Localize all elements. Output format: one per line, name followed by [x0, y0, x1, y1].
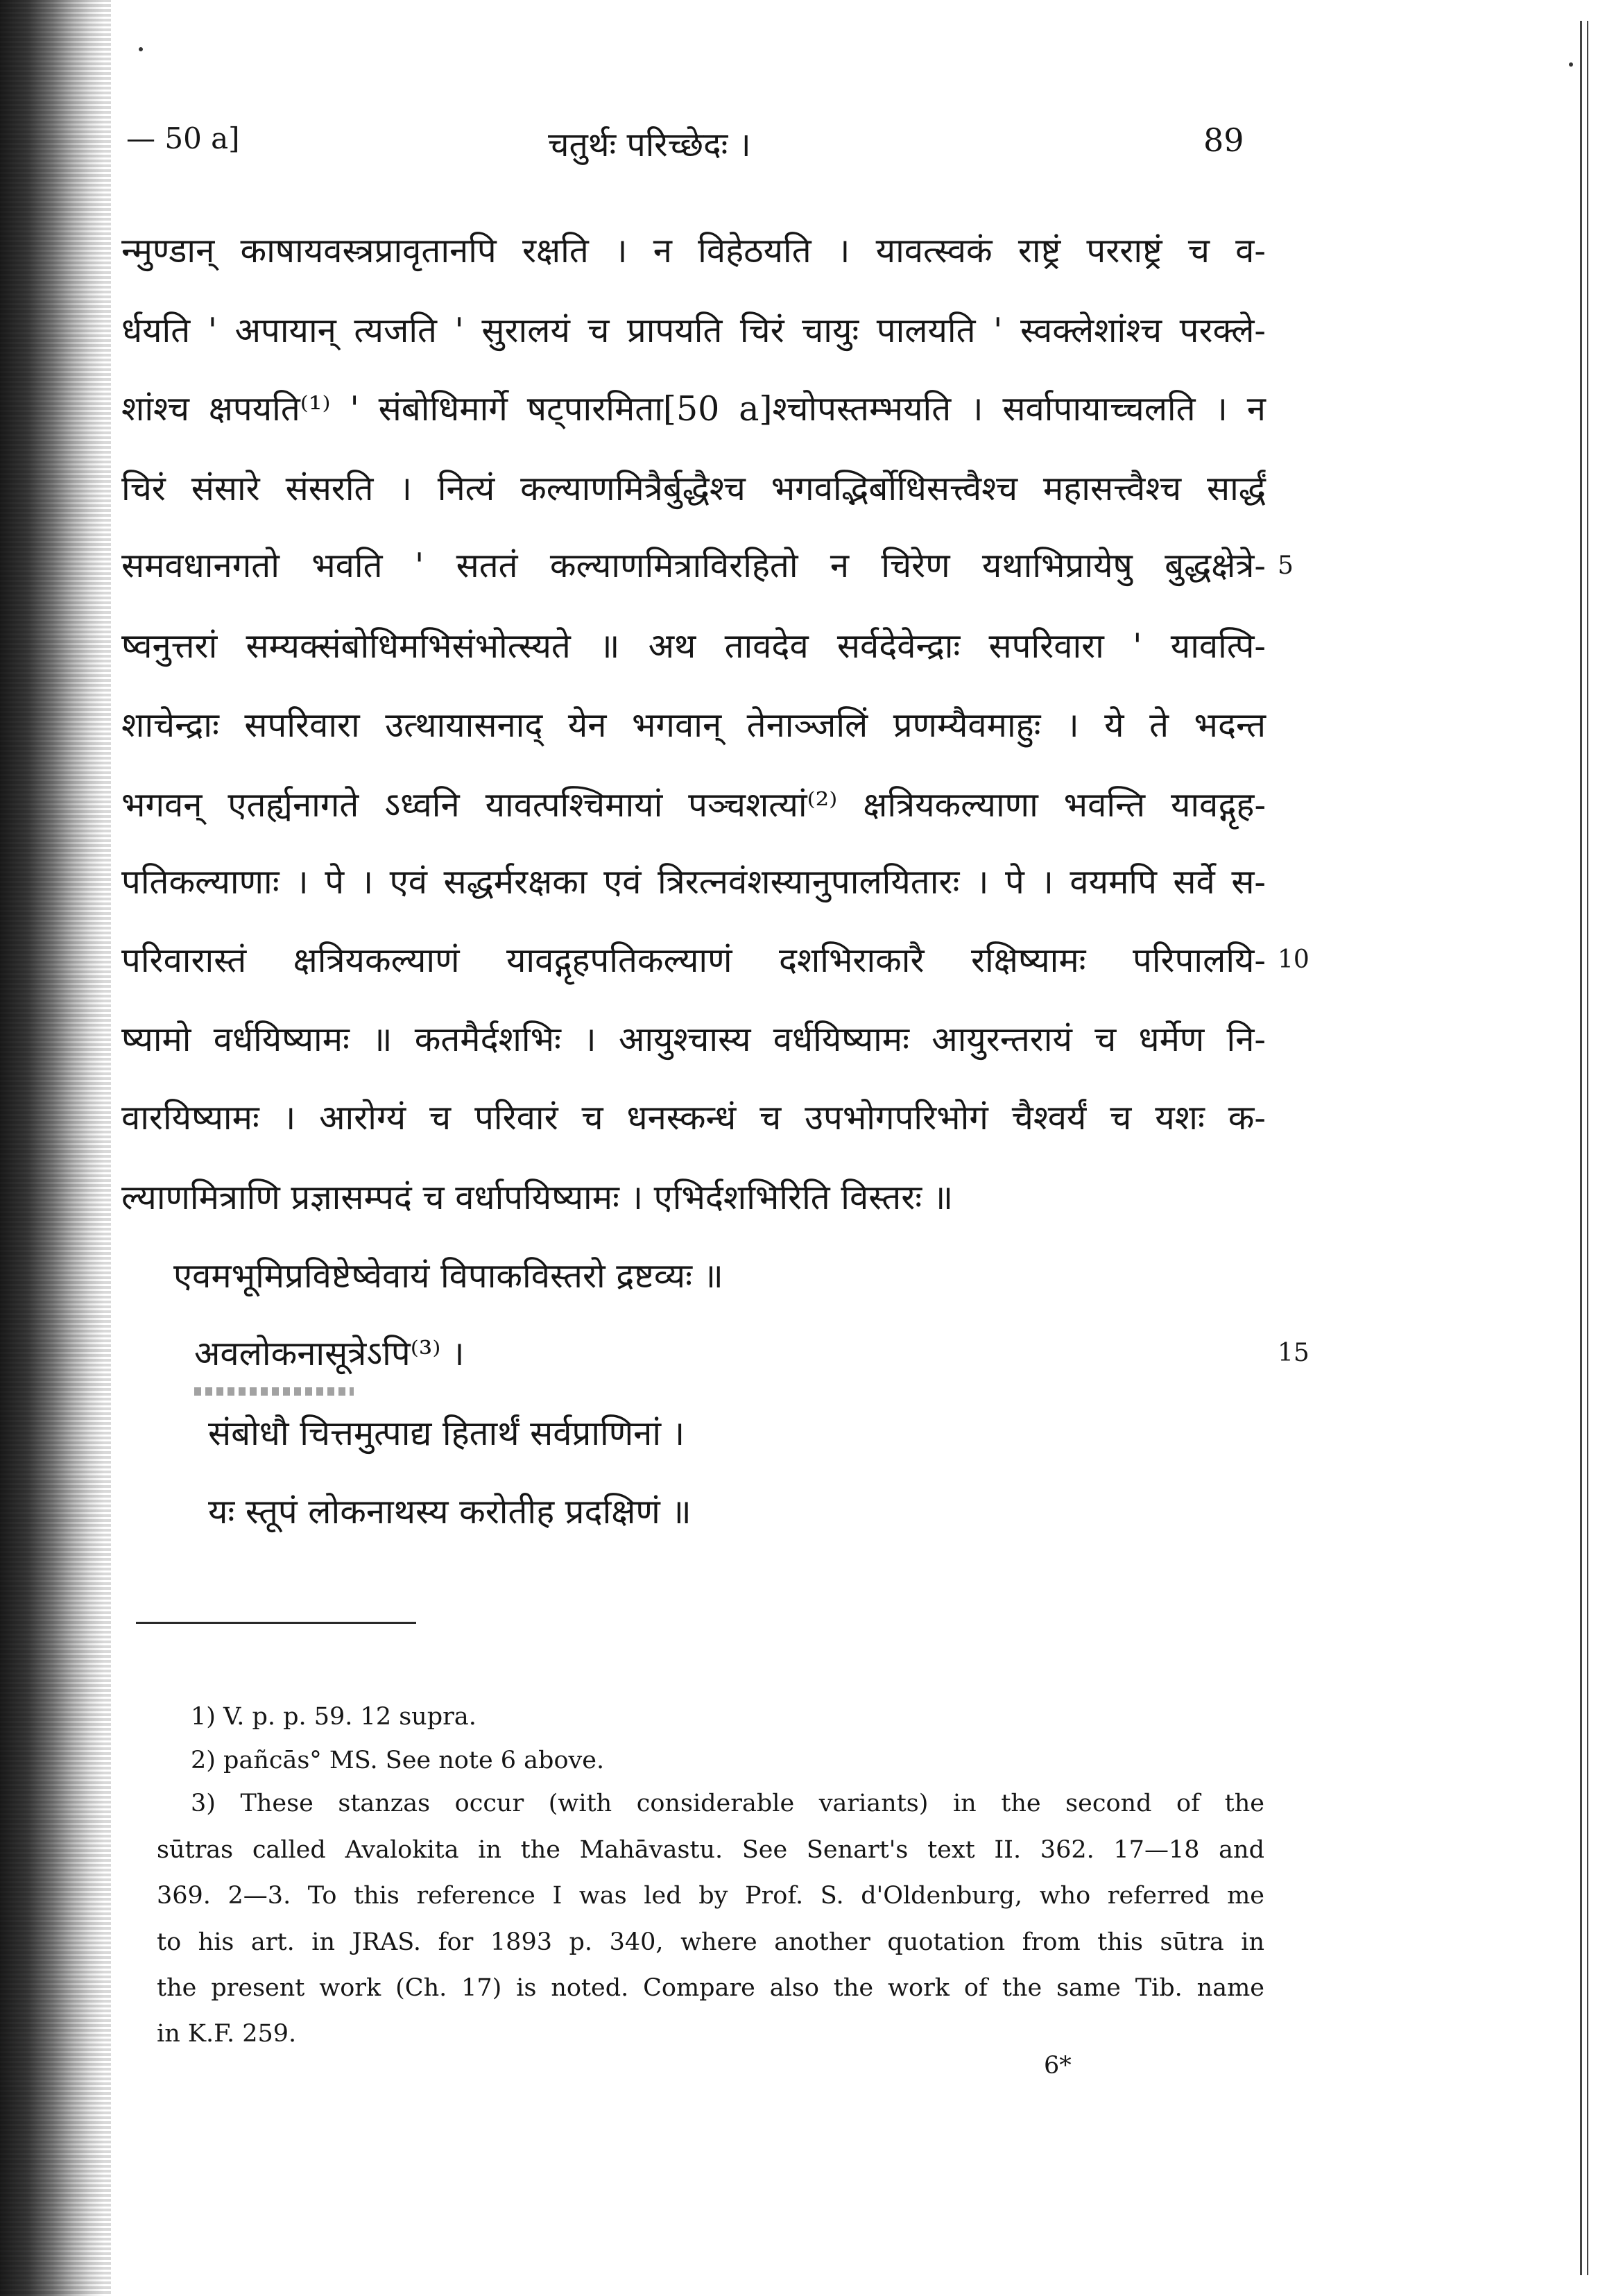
scan-edge-line-inner: [1587, 21, 1588, 2275]
footnote-continuation: to his art. in JRAS. for 1893 p. 340, where another quotation from this sūtra in: [157, 1928, 1264, 1956]
text-line: र्धयति ' अपायान् त्यजति ' सुरालयं च प्रापयति चिरं चायुः पालयति ' स्वक्लेशांश्च परक्ले-: [121, 311, 1266, 350]
scan-edge-line: [1580, 21, 1582, 2275]
footnote-separator: [136, 1622, 416, 1624]
footnote: 1) V. p. p. 59. 12 supra.: [191, 1703, 476, 1731]
signature-mark: 6*: [1044, 2052, 1072, 2080]
footnote: 3) These stanzas occur (with considerable variants) in the second of the: [191, 1790, 1264, 1817]
text-line: भगवन् एतर्ह्यनागते ऽध्वनि यावत्पश्चिमायां पञ्चशत्यां⁽²⁾ क्षत्रियकल्याणा भवन्ति यावद्गृह-: [121, 785, 1266, 825]
verse-line: संबोधौ चित्तमुत्पाद्य हितार्थं सर्वप्राणिनां ।: [208, 1414, 685, 1453]
line-number: 15: [1278, 1339, 1309, 1367]
text-line: न्मुण्डान् काषायवस्त्रप्रावृतानपि रक्षति । न विहेठयति । यावत्स्वकं राष्ट्रं परराष्ट्रं च व-: [121, 231, 1266, 271]
section-heading-avalokana: अवलोकनासूत्रेऽपि⁽³⁾ ।: [194, 1334, 465, 1373]
text-line: शांश्च क्षपयति⁽¹⁾ ' संबोधिमार्गे षट्पारमिता[50 a]श्चोपस्तम्भयति । सर्वापायाच्चलति । न: [121, 389, 1266, 429]
text-line: समवधानगतो भवति ' सततं कल्याणमित्राविरहितो न चिरेण यथाभिप्रायेषु बुद्धक्षेत्रे-: [121, 546, 1266, 585]
header-section-ref: — 50 a]: [126, 121, 240, 155]
line-number: 5: [1278, 551, 1294, 580]
scan-speck: [139, 47, 143, 51]
text-line: ल्याणमित्राणि प्रज्ञासम्पदं च वर्धापयिष्यामः । एभिर्दशभिरिति विस्तरः ॥: [121, 1178, 954, 1217]
scan-speck: [1569, 62, 1573, 67]
footnote-continuation: sūtras called Avalokita in the Mahāvastu. See Senart's text II. 362. 17—18 and: [157, 1836, 1264, 1864]
text-line: परिवारास्तं क्षत्रियकल्याणं यावद्गृहपतिकल्याणं दशभिराकारै रक्षिष्यामः परिपालयि-: [121, 941, 1266, 980]
page-binding-texture: [0, 0, 111, 2296]
page-number: 89: [1203, 121, 1244, 159]
text-line: पतिकल्याणाः । पे । एवं सद्धर्मरक्षका एवं त्रिरत्नवंशस्यानुपालयितारः । पे । वयमपि सर्वे स-: [121, 862, 1266, 902]
text-line: ष्वनुत्तरां सम्यक्संबोधिमभिसंभोत्स्यते ॥ अथ तावदेव सर्वदेवेन्द्राः सपरिवारा ' यावत्पि-: [121, 626, 1266, 666]
footnote-continuation: the present work (Ch. 17) is noted. Compare also the work of the same Tib. name: [157, 1974, 1264, 2002]
footnote-continuation: in K.F. 259.: [157, 2020, 297, 2048]
header-chapter-title: चतुर्थः परिच्छेदः ।: [548, 126, 751, 164]
text-line: चिरं संसारे संसरति । नित्यं कल्याणमित्रैर्बुद्धैश्च भगवद्भिर्बोधिसत्त्वैश्च महासत्त्वैश्च सार्द्धं: [121, 469, 1266, 508]
text-line: एवमभूमिप्रविष्टेष्वेवायं विपाकविस्तरो द्रष्टव्यः ॥: [173, 1256, 723, 1296]
text-line: वारयिष्यामः । आरोग्यं च परिवारं च धनस्कन्धं च उपभोगपरिभोगं चैश्वर्यं च यशः क-: [121, 1098, 1266, 1138]
verse-line: यः स्तूपं लोकनाथस्य करोतीह प्रदक्षिणं ॥: [208, 1492, 692, 1532]
text-line: ष्यामो वर्धयिष्यामः ॥ कतमैर्दशभिः । आयुश्चास्य वर्धयिष्यामः आयुरन्तरायं च धर्मेण नि-: [121, 1020, 1266, 1059]
text-line: शाचेन्द्राः सपरिवारा उत्थायासनाद् येन भगवान् तेनाञ्जलिं प्रणम्यैवमाहुः । ये ते भदन्त: [121, 705, 1266, 745]
wavy-underline: [194, 1387, 354, 1396]
line-number: 10: [1278, 945, 1309, 974]
footnote: 2) pañcās° MS. See note 6 above.: [191, 1747, 605, 1774]
footnote-continuation: 369. 2—3. To this reference I was led by Prof. S. d'Oldenburg, who referred me: [157, 1882, 1264, 1910]
